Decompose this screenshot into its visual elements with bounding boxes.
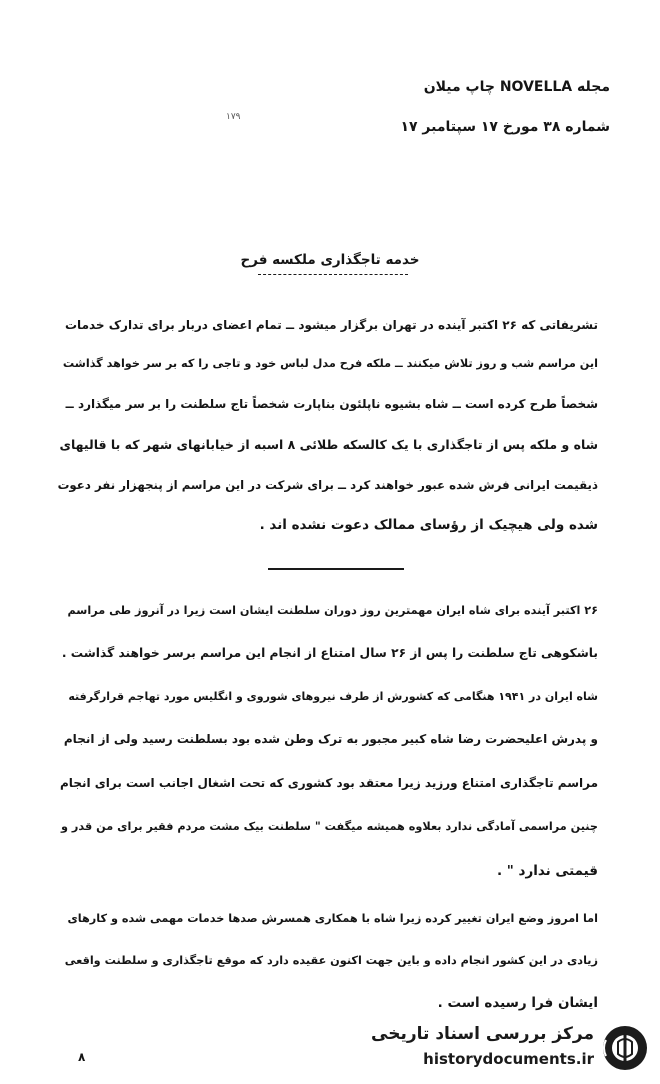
paragraph-3-line: شاه ایران در ۱۹۴۱ هنگامی که کشورش از طرف نیروهای شوروی و انگلیس مورد تهاجم قرارگرفته [68,690,598,703]
source-header: مجله NOVELLA چاپ میلان [423,79,610,95]
paragraph-1-line: ذیقیمت ایرانی فرش شده عبور خواهند کرد ــ برای شرکت در این مراسم از پنجهزار نفر دعوت [57,478,598,492]
paragraph-3-line: و پدرش اعلیحضرت رضا شاه کبیر مجبور به ترک وطن شده بود بسلطنت رسید ولی از انجام [63,732,598,746]
paragraph-3-line: مراسم تاجگذاری امتناع ورزید زیرا معتقد بود کشوری که تحت اشغال اجانب است برای انجام [60,776,598,790]
paragraph-4-line: زیادی در این کشور انجام داده و باین جهت اکنون عقیده دارد که موقع تاجگذاری و سلطنت واقعی [64,954,598,967]
watermark-site: historydocuments.ir [423,1050,594,1068]
stray-mark: ۱۷۹ [226,112,241,122]
paragraph-1-line: شاه و ملکه پس از تاجگذاری با یک کالسکه طلائی ۸ اسبه از خیابانهای شهر که با قالیهای [59,437,598,452]
archive-logo-icon [600,1022,650,1074]
paragraph-1-line: شده ولی هیچیک از رؤسای ممالک دعوت نشده اند . [259,517,598,533]
paragraph-1-line: این مراسم شب و روز تلاش میکنند ــ ملکه فرح مدل لباس خود و تاجی را که بر سر خواهد گذاشت [62,357,598,370]
watermark-name: مرکز بررسی اسناد تاریخی [371,1024,594,1044]
paragraph-1-line: شخصاً طرح کرده است ــ شاه بشیوه ناپلئون بناپارت شخصاً تاج سلطنت را بر سر میگذارد ــ [65,397,598,411]
paragraph-2-line: ۲۶ اکتبر آینده برای شاه ایران مهمترین روز دوران سلطنت ایشان است زیرا در آنروز طی مراسم [67,604,598,617]
paragraph-3-line: چنین مراسمی آمادگی ندارد بعلاوه همیشه میگفت " سلطنت بیک مشت مردم فقیر برای من قدر و [60,820,598,833]
section-divider [268,568,404,570]
paragraph-4-line: ایشان فرا رسیده است . [437,995,598,1011]
page-number: ۸ [78,1050,86,1064]
title-underline [258,274,408,275]
issue-header: شماره ۳۸ مورخ ۱۷ سپتامبر ۱۷ [400,119,610,135]
watermark [352,1018,652,1080]
paragraph-3-line: قیمتی ندارد " . [496,863,598,879]
article-title: خدمه تاجگذاری ملکسه فرح [240,252,420,268]
paragraph-1-line: تشریفاتی که ۲۶ اکتبر آینده در تهران برگزار میشود ــ تمام اعضای دربار برای تدارک خدمات [65,318,598,332]
paragraph-4-line: اما امروز وضع ایران تغییر کرده زیرا شاه با همکاری همسرش صدها خدمات مهمی شده و کارهای [67,912,598,925]
paragraph-2-line: باشکوهی تاج سلطنت را پس از ۲۶ سال امتناع از انجام این مراسم برسر خواهند گذاشت . [61,646,598,660]
